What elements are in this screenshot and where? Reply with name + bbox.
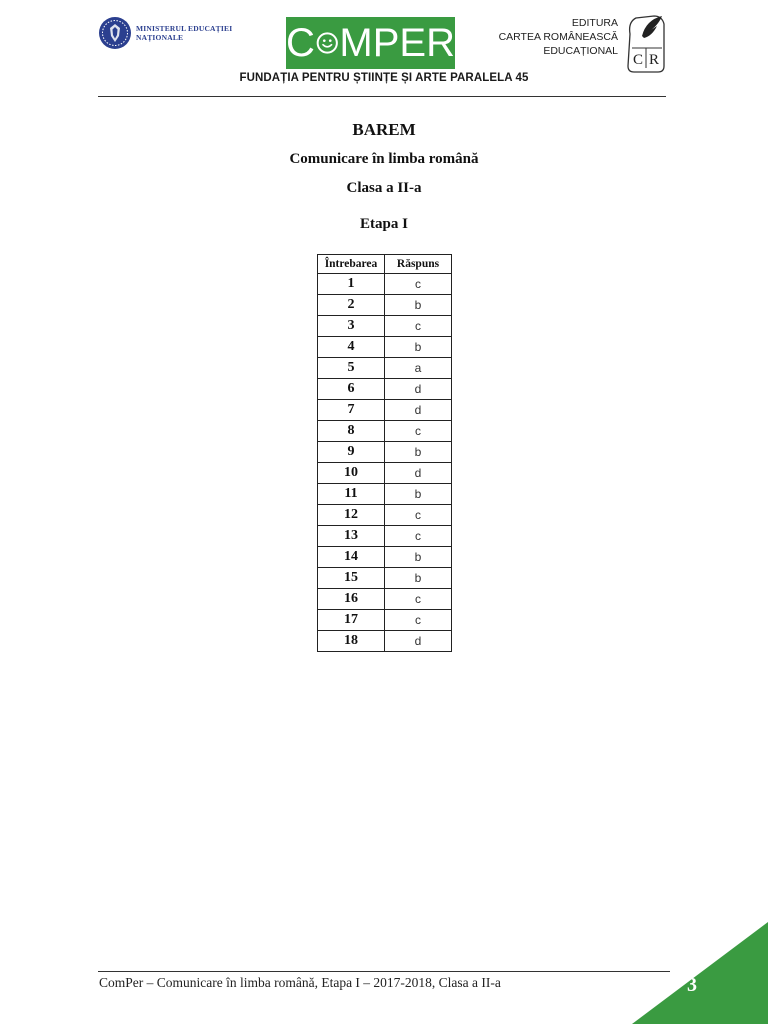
question-number: 1 [318, 274, 385, 295]
table-row [318, 379, 452, 400]
subject-title: Comunicare în limba română [289, 151, 479, 167]
comper-logo [286, 17, 455, 69]
column-header-answer: Răspuns [385, 255, 452, 274]
table-row [318, 463, 452, 484]
publisher-name [499, 16, 618, 58]
answer-letter: b [385, 547, 452, 568]
answer-letter: b [385, 337, 452, 358]
table-row [318, 505, 452, 526]
answer-letter: a [385, 358, 452, 379]
ministry-line-2: NAȚIONALE [136, 33, 184, 42]
answer-letter: b [385, 484, 452, 505]
table-row [318, 631, 452, 652]
publisher-quill-icon [624, 14, 668, 74]
smiley-face-icon [316, 26, 339, 60]
grade-title: Clasa a II-a [346, 180, 422, 196]
ministry-logo [98, 16, 233, 52]
table-row [318, 421, 452, 442]
answer-letter: c [385, 421, 452, 442]
answer-letter: b [385, 442, 452, 463]
footer-divider [98, 971, 670, 972]
cr-letter-r: R [648, 52, 660, 68]
foundation-name: FUNDAȚIA PENTRU ȘTIINȚE ȘI ARTE PARALELA 45 [239, 72, 529, 84]
answer-letter: c [385, 526, 452, 547]
column-header-question: Întrebarea [318, 255, 385, 274]
question-number: 15 [318, 568, 385, 589]
answer-letter: b [385, 295, 452, 316]
question-number: 18 [318, 631, 385, 652]
publisher-line-3: EDUCAȚIONAL [543, 45, 618, 57]
table-row [318, 274, 452, 295]
question-number: 17 [318, 610, 385, 631]
question-number: 5 [318, 358, 385, 379]
page-corner-triangle [632, 922, 768, 1024]
footer-text: ComPer – Comunicare în limba română, Etapa I – 2017-2018, Clasa a II-a [99, 975, 501, 990]
table-row [318, 568, 452, 589]
answer-letter: d [385, 631, 452, 652]
question-number: 10 [318, 463, 385, 484]
table-row [318, 610, 452, 631]
answer-letter: b [385, 568, 452, 589]
question-number: 16 [318, 589, 385, 610]
table-row [318, 547, 452, 568]
answer-letter: d [385, 379, 452, 400]
answer-key-table [317, 254, 452, 652]
table-row [318, 316, 452, 337]
cr-letter-c: C [632, 52, 644, 68]
answer-letter: c [385, 505, 452, 526]
table-row [318, 337, 452, 358]
question-number: 2 [318, 295, 385, 316]
table-row [318, 358, 452, 379]
answer-letter: c [385, 316, 452, 337]
header-divider [98, 96, 666, 97]
question-number: 14 [318, 547, 385, 568]
table-row [318, 400, 452, 421]
table-row [318, 295, 452, 316]
publisher-line-2: CARTEA ROMÂNEASCĂ [498, 31, 618, 43]
question-number: 12 [318, 505, 385, 526]
question-number: 3 [318, 316, 385, 337]
stage-title: Etapa I [360, 216, 408, 232]
table-header-row [318, 255, 452, 274]
table-row [318, 526, 452, 547]
question-number: 7 [318, 400, 385, 421]
answer-letter: c [385, 589, 452, 610]
question-number: 9 [318, 442, 385, 463]
answer-letter: d [385, 400, 452, 421]
question-number: 13 [318, 526, 385, 547]
answer-letter: d [385, 463, 452, 484]
question-number: 11 [318, 484, 385, 505]
page-title: BAREM [352, 120, 416, 139]
ministry-name [136, 24, 232, 42]
question-number: 4 [318, 337, 385, 358]
question-number: 8 [318, 421, 385, 442]
publisher-line-1: EDITURA [571, 17, 618, 29]
ministry-crest-icon [98, 16, 132, 50]
question-number: 6 [318, 379, 385, 400]
table-row [318, 589, 452, 610]
table-row [318, 442, 452, 463]
logo-letters-mper: MPER [339, 20, 455, 65]
answer-letter: c [385, 274, 452, 295]
answer-letter: c [385, 610, 452, 631]
table-row [318, 484, 452, 505]
page-number: 3 [687, 974, 697, 996]
ministry-line-1: MINISTERUL EDUCAȚIEI [136, 24, 233, 33]
logo-letter-c: C [286, 20, 315, 65]
